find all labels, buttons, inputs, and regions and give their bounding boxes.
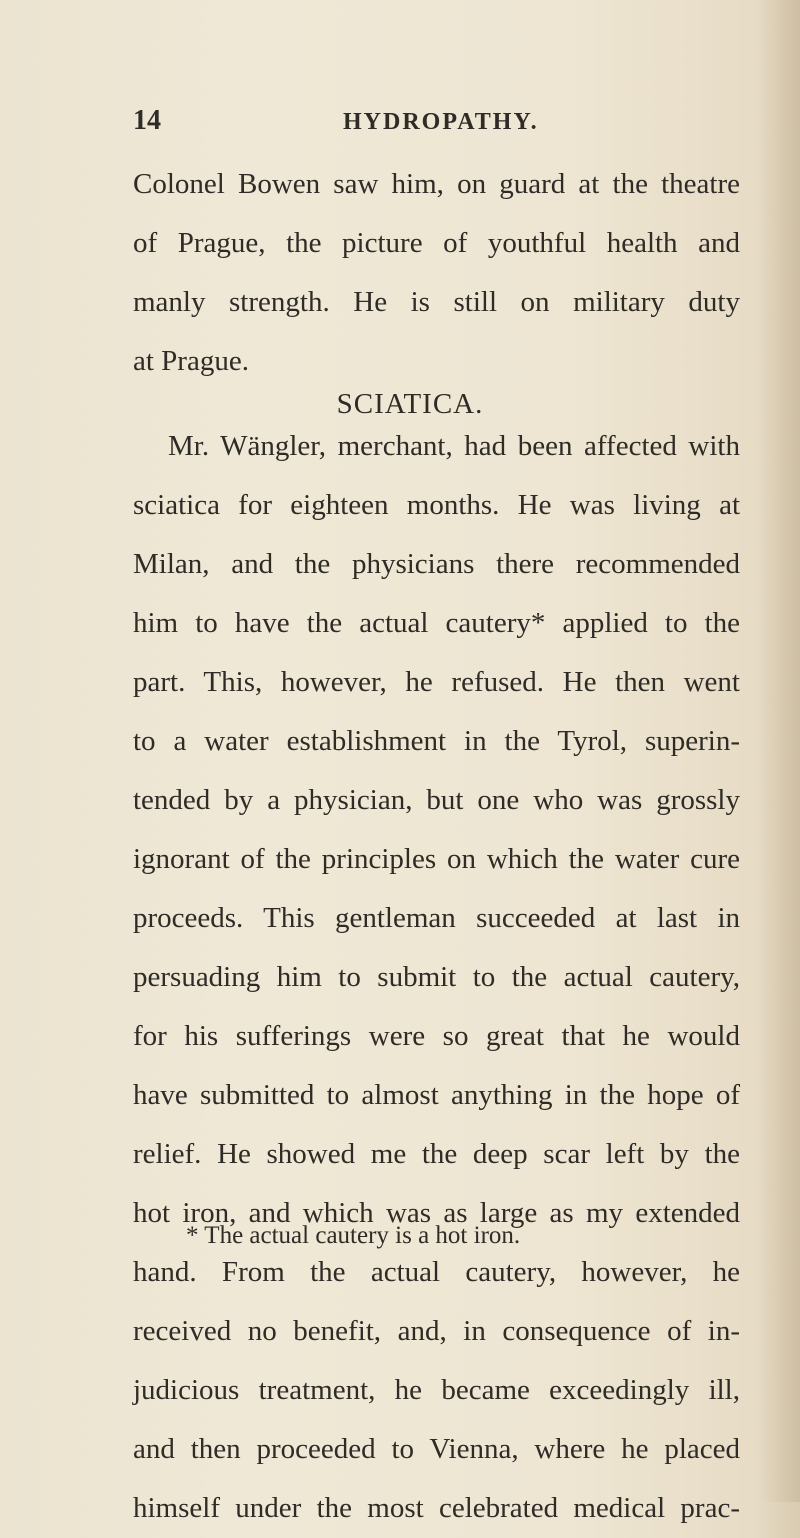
text-line: to a water establishment in the Tyrol, superin- bbox=[133, 725, 740, 757]
text-line: Colonel Bowen saw him, on guard at the theatre bbox=[133, 168, 740, 200]
text-line: persuading him to submit to the actual cautery, bbox=[133, 961, 740, 993]
text-line: Milan, and the physicians there recommended bbox=[133, 548, 740, 580]
text-line: ignorant of the principles on which the water cure bbox=[133, 843, 740, 875]
page-number: 14 bbox=[133, 105, 161, 136]
text-line: proceeds. This gentleman succeeded at last in bbox=[133, 902, 740, 934]
page-header bbox=[133, 105, 740, 145]
text-line: received no benefit, and, in consequence of in- bbox=[133, 1315, 740, 1347]
section-title: SCIATICA. bbox=[336, 388, 484, 420]
text-line: at Prague. bbox=[133, 345, 249, 377]
text-line: Mr. Wängler, merchant, had been affected with bbox=[168, 430, 740, 462]
page-edge-shadow bbox=[760, 0, 800, 1502]
text-line: manly strength. He is still on military duty bbox=[133, 286, 740, 318]
text-line: himself under the most celebrated medical prac- bbox=[133, 1492, 740, 1524]
body-paragraph bbox=[133, 417, 740, 1538]
text-line: hand. From the actual cautery, however, he bbox=[133, 1256, 740, 1288]
text-line: sciatica for eighteen months. He was living at bbox=[133, 489, 740, 521]
text-line: hot iron, and which was as large as my extended bbox=[133, 1197, 740, 1229]
text-line: have submitted to almost anything in the hope of bbox=[133, 1079, 740, 1111]
intro-paragraph bbox=[133, 155, 740, 391]
footnote: * The actual cautery is a hot iron. bbox=[186, 1222, 521, 1249]
text-line: of Prague, the picture of youthful health and bbox=[133, 227, 740, 259]
text-line: tended by a physician, but one who was grossly bbox=[133, 784, 740, 816]
text-line: part. This, however, he refused. He then went bbox=[133, 666, 740, 698]
text-line: relief. He showed me the deep scar left by the bbox=[133, 1138, 740, 1170]
text-line: judicious treatment, he became exceedingly ill, bbox=[133, 1374, 740, 1406]
text-line: for his sufferings were so great that he would bbox=[133, 1020, 740, 1052]
text-line: and then proceeded to Vienna, where he placed bbox=[133, 1433, 740, 1465]
running-head: HYDROPATHY. bbox=[343, 109, 539, 135]
text-line: him to have the actual cautery* applied to the bbox=[133, 607, 740, 639]
